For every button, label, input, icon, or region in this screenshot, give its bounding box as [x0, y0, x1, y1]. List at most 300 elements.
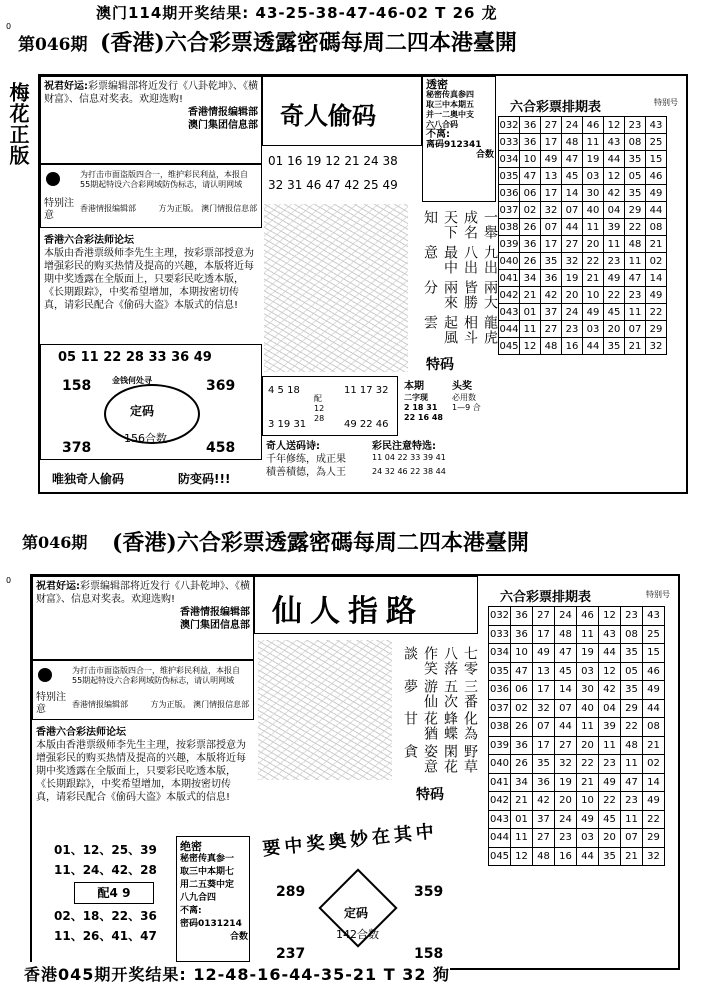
- rank-number-cell: 40: [577, 699, 599, 718]
- rank-number-cell: 39: [599, 718, 621, 737]
- greeting-sign2-2: 澳门集团信息部: [180, 620, 250, 631]
- rank-row: [489, 625, 665, 644]
- panel1-nums1: 01 16 19 12 21 24 38: [268, 154, 398, 168]
- rank-number-cell: 25: [643, 625, 665, 644]
- rank-row: [499, 151, 667, 168]
- rank-number-cell: 36: [533, 773, 555, 792]
- qiren-l2: 積善積德，為人王: [266, 467, 346, 478]
- rank-number-cell: 02: [511, 699, 533, 718]
- rank-number-cell: 03: [583, 321, 604, 338]
- rank-number-cell: 10: [583, 287, 604, 304]
- rank-number-cell: 23: [604, 253, 625, 270]
- bomb-icon-2: [38, 668, 52, 682]
- rank-number-cell: 11: [625, 253, 646, 270]
- panel1-poem: [420, 210, 500, 350]
- benqi-n1: 2 18 31: [404, 403, 438, 412]
- rank-number-cell: 36: [520, 134, 541, 151]
- rank-number-cell: 07: [533, 718, 555, 737]
- rank-number-cell: 35: [599, 847, 621, 866]
- rank-issue-cell: 036: [489, 681, 511, 700]
- rank-number-cell: 40: [583, 202, 604, 219]
- rank-number-cell: 32: [555, 755, 577, 774]
- rank-number-cell: 07: [625, 321, 646, 338]
- notice-sig1-2: 香港情报编辑部: [72, 700, 128, 709]
- poem2: 兩大皆勝兩來分: [422, 280, 498, 310]
- rank-row: [499, 304, 667, 321]
- panel2-count: 142合数: [336, 928, 379, 941]
- rank-number-cell: 02: [646, 253, 667, 270]
- rank-number-cell: 32: [562, 253, 583, 270]
- rank-number-cell: 45: [555, 662, 577, 681]
- rank-number-cell: 36: [511, 625, 533, 644]
- tj-range: 1—9 合: [452, 403, 481, 412]
- rank-number-cell: 01: [520, 304, 541, 321]
- secret-val: 离码912341: [426, 140, 482, 150]
- rank-table: [498, 116, 667, 355]
- rank-number-cell: 26: [511, 755, 533, 774]
- left-ring: 金钱何处寻: [112, 376, 152, 385]
- rank-row: [499, 236, 667, 253]
- notice-sig1: 香港情报编辑部: [80, 204, 136, 213]
- rank-number-cell: 44: [646, 202, 667, 219]
- left2: [54, 840, 174, 946]
- rank-row: [499, 134, 667, 151]
- rank-number-cell: 36: [541, 270, 562, 287]
- rank-number-cell: 49: [583, 304, 604, 321]
- rank-number-cell: 48: [533, 847, 555, 866]
- benqi: [404, 380, 448, 423]
- rank-number-cell: 47: [511, 662, 533, 681]
- rank-number-cell: 11: [511, 829, 533, 848]
- rank-number-cell: 22: [599, 792, 621, 811]
- rank-number-cell: 49: [643, 681, 665, 700]
- caimin-l2: 24 32 46 22 38 44: [372, 467, 446, 476]
- rank-number-cell: 06: [520, 185, 541, 202]
- rank-number-cell: 23: [562, 321, 583, 338]
- rank-number-cell: 48: [541, 338, 562, 355]
- rank-row: [499, 287, 667, 304]
- rank-number-cell: 48: [562, 134, 583, 151]
- rank-number-cell: 49: [599, 773, 621, 792]
- rank-number-cell: 16: [562, 338, 583, 355]
- rank-issue-cell: 036: [499, 185, 520, 202]
- rank-number-cell: 12: [599, 607, 621, 626]
- left2-r4: 11、26、41、47: [54, 929, 157, 943]
- panel1-title: 奇人偷码: [280, 101, 376, 130]
- greeting-sign1: 香港情报编辑部: [188, 107, 258, 118]
- jue-bulu: 不离:: [180, 906, 202, 916]
- rank-issue-cell: 041: [489, 773, 511, 792]
- rank-issue-cell: 042: [499, 287, 520, 304]
- top-result: 澳门114期开奖结果: 43-25-38-47-46-02 T 26 龙: [96, 4, 498, 22]
- rank-number-cell: 34: [511, 773, 533, 792]
- rank-number-cell: 26: [520, 253, 541, 270]
- rank-number-cell: 39: [604, 219, 625, 236]
- rank-issue-cell: 035: [499, 168, 520, 185]
- notice-tag-2: 特别注意: [36, 692, 66, 715]
- rank-number-cell: 47: [621, 773, 643, 792]
- poem4: 一舉成名天下知: [422, 210, 498, 240]
- jue-title: 绝密: [180, 840, 202, 853]
- rank-number-cell: 21: [643, 736, 665, 755]
- rank-number-cell: 22: [625, 219, 646, 236]
- caimin-title: 彩民注意特选:: [372, 441, 436, 452]
- jue-l4: 八九合四: [180, 893, 217, 903]
- rank-number-cell: 19: [577, 644, 599, 663]
- forum-title-2: 香港六合彩法师论坛: [36, 727, 126, 738]
- rank-row: [499, 338, 667, 355]
- left2-r2: 11、24、42、28: [54, 863, 157, 877]
- rank-row: [489, 810, 665, 829]
- rank-row: [489, 829, 665, 848]
- rank-issue-cell: 040: [499, 253, 520, 270]
- rank-number-cell: 10: [511, 644, 533, 663]
- rank-number-cell: 06: [511, 681, 533, 700]
- rank-number-cell: 46: [583, 117, 604, 134]
- poem3: 九出八出最中意: [422, 245, 498, 275]
- rank-number-cell: 05: [625, 168, 646, 185]
- rank-number-cell: 11: [604, 236, 625, 253]
- rank-number-cell: 11: [621, 755, 643, 774]
- panel2-c: 237: [276, 946, 306, 962]
- rank-issue-cell: 035: [489, 662, 511, 681]
- rank-row: [499, 117, 667, 134]
- notice-text-2: 为打击市面盗版四合一，维护彩民利益，本报自55期起特设六合彩网域防伪标志，请认明网域: [72, 666, 240, 685]
- rank-number-cell: 08: [643, 718, 665, 737]
- rank-number-cell: 37: [533, 810, 555, 829]
- rank-number-cell: 02: [520, 202, 541, 219]
- bomb-icon: [46, 172, 60, 186]
- rank-number-cell: 35: [533, 755, 555, 774]
- rank-number-cell: 08: [625, 134, 646, 151]
- rank-issue-cell: 039: [489, 736, 511, 755]
- rank-number-cell: 12: [599, 662, 621, 681]
- rank-number-cell: 20: [599, 829, 621, 848]
- rank-issue-cell: 044: [489, 829, 511, 848]
- rank-number-cell: 47: [562, 151, 583, 168]
- rank-row: [489, 644, 665, 663]
- rank-number-cell: 44: [577, 847, 599, 866]
- rank-row: [499, 321, 667, 338]
- qiren: [266, 440, 366, 479]
- left2-pei: 配4 9: [74, 882, 154, 904]
- rank-number-cell: 11: [583, 134, 604, 151]
- rank-issue-cell: 037: [499, 202, 520, 219]
- rank-number-cell: 20: [604, 321, 625, 338]
- rank-number-cell: 11: [583, 219, 604, 236]
- rank-number-cell: 08: [646, 219, 667, 236]
- rank-number-cell: 13: [533, 662, 555, 681]
- rank-row: [499, 168, 667, 185]
- rank-number-cell: 21: [646, 236, 667, 253]
- left-a: 158: [62, 378, 92, 394]
- rank-row: [499, 219, 667, 236]
- jue-l1: 秘密传真参一: [180, 854, 235, 864]
- rank-issue-cell: 032: [499, 117, 520, 134]
- jue-l3: 用二五葵中定: [180, 880, 235, 890]
- poem2-4: 七零八落作笑談: [402, 646, 478, 676]
- jue: [180, 840, 248, 944]
- rank-number-cell: 17: [541, 236, 562, 253]
- rank-number-cell: 42: [599, 681, 621, 700]
- rank-row: [489, 755, 665, 774]
- rank-number-cell: 03: [583, 168, 604, 185]
- rank-number-cell: 27: [562, 236, 583, 253]
- panel1-nums2: 32 31 46 47 42 25 49: [268, 178, 398, 192]
- rank-number-cell: 11: [599, 736, 621, 755]
- rank-number-cell: 11: [577, 718, 599, 737]
- rank-number-cell: 35: [621, 681, 643, 700]
- rank-number-cell: 04: [604, 202, 625, 219]
- forum-body-2: 本版由香港票级师李先生主理，按彩票部授意为增强彩民的购买热情及提高的兴趣，本版将近每期中奖透露在全版面上，只要彩民吃透本版，《长期跟踪》，中奖希望增加，本期按密切传真，请彩民配合《偷码大盗》本版式的信息!: [36, 740, 246, 803]
- rank-number-cell: 11: [520, 321, 541, 338]
- secret-l2: 取三中本期五: [426, 100, 474, 109]
- panel1-illustration: [264, 204, 408, 372]
- rank-number-cell: 35: [625, 185, 646, 202]
- rank-row: [499, 270, 667, 287]
- rank-number-cell: 24: [562, 304, 583, 321]
- rank-number-cell: 42: [541, 287, 562, 304]
- mid-d: 49 22 46: [344, 419, 389, 430]
- rank-number-cell: 04: [599, 699, 621, 718]
- rank-number-cell: 12: [604, 168, 625, 185]
- rank-number-cell: 46: [646, 168, 667, 185]
- rank-number-cell: 29: [646, 321, 667, 338]
- rank-row: [499, 202, 667, 219]
- rank-number-cell: 17: [541, 185, 562, 202]
- notice-sig-2: [72, 700, 250, 710]
- rank-number-cell: 27: [541, 321, 562, 338]
- greeting: [44, 80, 258, 132]
- rank-number-cell: 08: [621, 625, 643, 644]
- rank-number-cell: 48: [621, 736, 643, 755]
- left-count: 156合数: [124, 432, 167, 445]
- rank-number-cell: 05: [621, 662, 643, 681]
- header-title-2: (香港)六合彩票透露密碼每周二四本港臺開: [112, 530, 529, 556]
- benqi-title: 本期: [404, 381, 424, 392]
- jue-l2: 取三中本期七: [180, 867, 235, 877]
- tj-sub: 必用数: [452, 393, 476, 402]
- panel1-tema: 特码: [426, 357, 454, 373]
- rank-number-cell: 20: [577, 736, 599, 755]
- rank-number-cell: 02: [643, 755, 665, 774]
- rank-number-cell: 48: [625, 236, 646, 253]
- rank-number-cell: 35: [625, 151, 646, 168]
- panel2-illustration: [258, 640, 392, 780]
- rank-row: [489, 662, 665, 681]
- rank-number-cell: 36: [511, 736, 533, 755]
- rank-number-cell: 45: [562, 168, 583, 185]
- panel2-b: 359: [414, 884, 444, 900]
- greeting-body: 彩票编辑部将近发行《八卦乾坤》、《横财富》、信息对奖表。欢迎选购!: [44, 81, 258, 105]
- rank-number-cell: 32: [541, 202, 562, 219]
- rank-row: [489, 792, 665, 811]
- rank-issue-cell: 045: [499, 338, 520, 355]
- rank-number-cell: 27: [533, 829, 555, 848]
- rank-issue-cell: 040: [489, 755, 511, 774]
- rank-number-cell: 07: [541, 219, 562, 236]
- rank-number-cell: 11: [625, 304, 646, 321]
- rank-row: [499, 253, 667, 270]
- rank-number-cell: 32: [646, 338, 667, 355]
- rank-number-cell: 22: [583, 253, 604, 270]
- rank-issue-cell: 033: [499, 134, 520, 151]
- rank-number-cell: 35: [604, 338, 625, 355]
- rank-number-cell: 32: [533, 699, 555, 718]
- rank-number-cell: 03: [577, 662, 599, 681]
- greeting-sign1-2: 香港情报编辑部: [180, 607, 250, 618]
- mid-a: 4 5 18: [268, 385, 300, 396]
- rank-number-cell: 17: [533, 736, 555, 755]
- rank-number-cell: 42: [604, 185, 625, 202]
- panel2-tema: 特码: [416, 787, 444, 803]
- rank-number-cell: 17: [533, 625, 555, 644]
- slogan2: 防变码!!!: [178, 472, 231, 486]
- jue-val: 密码0131214: [180, 919, 242, 929]
- rank-issue-cell: 034: [499, 151, 520, 168]
- poem2-2: 化為蜂蝶花猶甘: [402, 711, 478, 741]
- greeting-2: [36, 580, 250, 632]
- rank-number-cell: 24: [555, 810, 577, 829]
- greeting-title: 祝君好运:: [44, 81, 88, 92]
- left-center: 定码: [130, 404, 155, 418]
- rank-issue-cell: 032: [489, 607, 511, 626]
- rank-row: [489, 773, 665, 792]
- notice-sig2: 方为正版。 澳门情报信息部: [158, 204, 258, 213]
- rank-number-cell: 20: [583, 236, 604, 253]
- rank-number-cell: 20: [562, 287, 583, 304]
- rank-number-cell: 24: [555, 607, 577, 626]
- top-zero: 0: [6, 22, 12, 31]
- toujiang: [452, 380, 496, 413]
- rank-issue-cell: 045: [489, 847, 511, 866]
- rank-tag: 特别号: [654, 98, 678, 107]
- rank-number-cell: 42: [533, 792, 555, 811]
- rank-number-cell: 49: [604, 270, 625, 287]
- poem2-3: 三番五次游仙夢: [402, 678, 478, 709]
- rank-table-2: [488, 606, 665, 866]
- secret-bulu: 不离:: [426, 129, 450, 140]
- rank-number-cell: 16: [555, 847, 577, 866]
- issue2: 第046期: [22, 533, 88, 552]
- rank-number-cell: 36: [520, 236, 541, 253]
- left2-r1: 01、12、25、39: [54, 843, 157, 857]
- rank-number-cell: 21: [520, 287, 541, 304]
- bottom-result: 香港045期开奖结果: 12-48-16-44-35-21 T 32 狗: [24, 962, 450, 985]
- panel2-poem: [400, 646, 480, 776]
- rank-number-cell: 46: [577, 607, 599, 626]
- rank-number-cell: 36: [520, 117, 541, 134]
- benqi-sub: 二字现: [404, 393, 428, 402]
- rank-number-cell: 29: [643, 829, 665, 848]
- rank-number-cell: 44: [599, 644, 621, 663]
- rank-number-cell: 17: [541, 134, 562, 151]
- rank-number-cell: 45: [599, 810, 621, 829]
- rank-number-cell: 10: [520, 151, 541, 168]
- rank-number-cell: 35: [621, 644, 643, 663]
- rank-row: [489, 607, 665, 626]
- rank-number-cell: 11: [621, 810, 643, 829]
- rank-number-cell: 23: [621, 607, 643, 626]
- rank-number-cell: 35: [541, 253, 562, 270]
- rank-number-cell: 44: [643, 699, 665, 718]
- rank-number-cell: 48: [555, 625, 577, 644]
- rank-number-cell: 36: [511, 607, 533, 626]
- rank-number-cell: 12: [511, 847, 533, 866]
- rank-number-cell: 21: [625, 338, 646, 355]
- rank-number-cell: 03: [577, 829, 599, 848]
- notice-text: 为打击市面盗版四合一，维护彩民利益，本报自55期起特设六合彩网域防伪标志，请认明网域: [80, 170, 248, 189]
- benqi-n2: 22 16 48: [404, 413, 443, 422]
- mid-b: 3 19 31: [268, 419, 307, 430]
- rank-title-2: 六合彩票排期表: [500, 590, 592, 605]
- secret-title: 透密: [426, 78, 448, 91]
- rank-number-cell: 26: [520, 219, 541, 236]
- rank-number-cell: 44: [583, 338, 604, 355]
- rank-number-cell: 49: [643, 792, 665, 811]
- rank-number-cell: 49: [646, 185, 667, 202]
- panel2-a: 289: [276, 884, 306, 900]
- rank-number-cell: 47: [520, 168, 541, 185]
- mid-c: 11 17 32: [344, 385, 389, 396]
- poem2-1: 野草閑花姿意貪: [402, 743, 478, 774]
- jue-tail: 合数: [229, 932, 248, 942]
- rank-number-cell: 13: [541, 168, 562, 185]
- rank-number-cell: 22: [643, 810, 665, 829]
- caimin: [372, 440, 492, 477]
- mid-mid: 配 12 28: [314, 394, 325, 423]
- forum-body: 本版由香港票级师李先生主理，按彩票部授意为增强彩民的购买热情及提高的兴趣，本版将近每期中奖透露在全版面上，只要彩民吃透本版，《长期跟踪》，中奖希望增加，本期按密切传真，请彩民配合《偷码大盗》本版式的信息!: [44, 248, 254, 311]
- rank-number-cell: 30: [577, 681, 599, 700]
- rank-title: 六合彩票排期表: [510, 100, 602, 115]
- left-d: 458: [206, 440, 236, 456]
- rank-number-cell: 07: [621, 829, 643, 848]
- rank-number-cell: 32: [643, 847, 665, 866]
- forum-title: 香港六合彩法师论坛: [44, 235, 134, 246]
- rank-number-cell: 14: [643, 773, 665, 792]
- rank-row: [489, 847, 665, 866]
- poem1: 龍虎相斗起風雲: [422, 315, 498, 345]
- rank-row: [489, 681, 665, 700]
- qiren-title: 奇人送码诗:: [266, 441, 320, 452]
- panel2-title: 仙人指路: [272, 594, 424, 629]
- rank-issue-cell: 038: [489, 718, 511, 737]
- rank-number-cell: 19: [583, 151, 604, 168]
- rank-number-cell: 43: [643, 607, 665, 626]
- rank-number-cell: 12: [520, 338, 541, 355]
- rank-number-cell: 49: [541, 151, 562, 168]
- secret: [426, 80, 494, 160]
- rank-number-cell: 19: [555, 773, 577, 792]
- rank-number-cell: 21: [577, 773, 599, 792]
- forum-2: [36, 726, 250, 804]
- rank-number-cell: 24: [562, 117, 583, 134]
- rank-number-cell: 45: [604, 304, 625, 321]
- rank-row: [499, 185, 667, 202]
- panel2-d: 158: [414, 946, 444, 962]
- rank-number-cell: 14: [562, 185, 583, 202]
- rank-number-cell: 43: [599, 625, 621, 644]
- rank-number-cell: 17: [533, 681, 555, 700]
- rank-number-cell: 29: [621, 699, 643, 718]
- rank-issue-cell: 044: [499, 321, 520, 338]
- rank-number-cell: 25: [646, 134, 667, 151]
- qiren-l1: 千年修练，成正果: [266, 454, 346, 465]
- rank-number-cell: 21: [511, 792, 533, 811]
- rank-number-cell: 47: [555, 644, 577, 663]
- rank-number-cell: 27: [555, 736, 577, 755]
- rank-number-cell: 23: [599, 755, 621, 774]
